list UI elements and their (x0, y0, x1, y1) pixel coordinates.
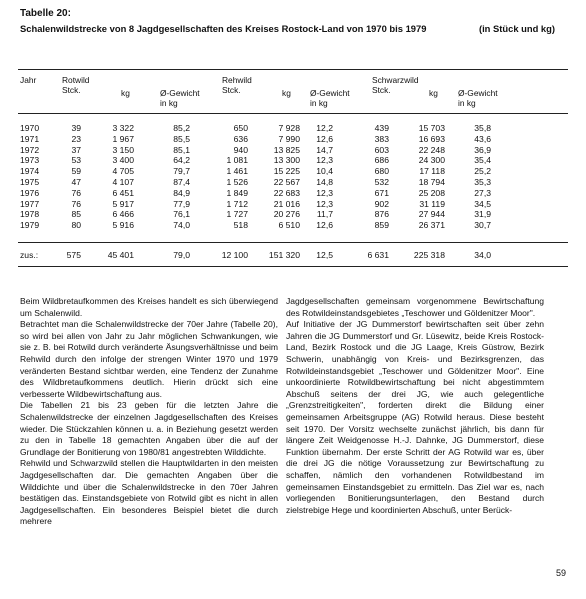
cell-jahr: 1973 (20, 155, 40, 166)
cell-rotwild-gewicht: 84,9 (173, 187, 190, 198)
cell-rotwild-kg: 3 322 (112, 123, 134, 133)
page-number: 59 (555, 568, 566, 578)
cell-rehwild-stck: 1 461 (226, 166, 248, 177)
paragraph: Rehwild und Schwarzwild stellen die Hauptwildarten in den meisten Jagdgesellschaften dar. Die gemachten Angaben über die Wilddichte und über die Schalenwildstrecke in den 70er Jahren bestätigen das. Einstandsgebiete von Rotwild gibt es nicht in allen Jagdgesellschaften. Ein besonderes Beispiel bietet die durch mehrere (20, 458, 278, 527)
total-jahr: zus.: (20, 250, 39, 260)
total-rotwild-gewicht: 79,0 (173, 250, 190, 260)
cell-schwarzwild-gewicht: 30,7 (474, 220, 491, 231)
cell-rotwild-gewicht: 87,4 (173, 177, 190, 187)
table-subtitle: Schalenwildstrecke von 8 Jagdgesellschaften des Kreises Rostock-Land von 1970 bis 1979 (20, 23, 427, 34)
cell-schwarzwild-gewicht: 34,5 (474, 198, 491, 209)
cell-schwarzwild-stck: 859 (374, 220, 389, 231)
cell-schwarzwild-gewicht: 35,3 (474, 177, 491, 187)
cell-schwarzwild-kg: 26 371 (418, 220, 445, 231)
header-rule (18, 113, 568, 114)
cell-rotwild-stck: 76 (71, 187, 81, 198)
cell-rehwild-gewicht: 10,4 (316, 166, 333, 177)
cell-rotwild-stck: 80 (71, 220, 81, 231)
cell-jahr: 1972 (20, 144, 40, 155)
table-subtitle-row (20, 23, 565, 34)
paragraph: Jagdgesellschaften gemeinsam vorgenommene Bewirtschaftung des Rotwildeinstandsgebietes „Teschower und Göldenitzer Moor". (286, 296, 544, 318)
cell-schwarzwild-gewicht: 25,2 (474, 166, 491, 177)
cell-rehwild-gewicht: 12,2 (316, 123, 333, 133)
paragraph: Beim Wildbretaufkommen des Kreises handelt es sich überwiegend um Schalenwild. (20, 296, 278, 318)
cell-jahr: 1977 (20, 198, 40, 209)
cell-schwarzwild-kg: 24 300 (418, 155, 445, 166)
cell-rehwild-gewicht: 12,3 (316, 198, 333, 209)
total-rehwild-kg: 151 320 (268, 250, 300, 260)
cell-rehwild-stck: 1 526 (226, 177, 248, 187)
cell-rotwild-stck: 39 (71, 123, 81, 133)
total-rehwild-stck: 12 100 (221, 250, 248, 260)
cell-rehwild-kg: 13 825 (273, 144, 300, 155)
table-bottom-rule (18, 266, 568, 267)
cell-schwarzwild-gewicht: 27,3 (474, 187, 491, 198)
cell-rehwild-gewicht: 11,7 (316, 209, 333, 220)
cell-schwarzwild-stck: 439 (374, 123, 389, 133)
cell-rehwild-stck: 1 081 (226, 155, 248, 166)
cell-rehwild-kg: 21 016 (273, 198, 300, 209)
cell-rotwild-stck: 59 (71, 166, 81, 177)
cell-rehwild-gewicht: 12,6 (316, 220, 333, 231)
cell-jahr: 1979 (20, 220, 40, 231)
cell-jahr: 1970 (20, 123, 40, 133)
cell-rotwild-kg: 6 451 (112, 187, 134, 198)
cell-rehwild-stck: 940 (233, 144, 248, 155)
total-schwarzwild-stck: 6 631 (367, 250, 389, 260)
cell-rotwild-kg: 5 917 (112, 198, 134, 209)
cell-jahr: 1974 (20, 166, 40, 177)
cell-schwarzwild-kg: 27 944 (418, 209, 445, 220)
cell-rotwild-kg: 6 466 (112, 209, 134, 220)
cell-rehwild-kg: 15 225 (273, 166, 300, 177)
total-rotwild-stck: 575 (66, 250, 81, 260)
header-gewicht-rehwild: Ø-Gewicht in kg (310, 88, 350, 108)
total-rotwild-kg: 45 401 (107, 250, 134, 260)
header-kg-rotwild: kg (121, 88, 130, 98)
cell-rotwild-gewicht: 85,1 (173, 144, 190, 155)
cell-schwarzwild-stck: 902 (374, 198, 389, 209)
cell-schwarzwild-kg: 17 118 (419, 166, 445, 177)
unit-note: (in Stück und kg) (478, 23, 555, 34)
cell-rotwild-kg: 5 916 (112, 220, 134, 231)
cell-rotwild-stck: 85 (71, 209, 81, 220)
paragraph: Auf Initiative der JG Dummerstorf bewirtschaften seit über zehn Jahren die JG Dummerstorf und Gr. Lüsewitz, beide Kreis Rostock-Land, Bezirk Rostock und die JG Laage, Kreis Güstrow, Bezirk Schwerin, unabhängig von Kreis- und Bezirksgrenzen, das Rotwildeinstandsgebiet „Teschower und Göldenitzer Moor". Eine unkoordinierte Rotwildbewirtschaftung bei nicht abgestimmtem Abschuß seitens der drei JG, wie auch gelegentliche „Grenzstreitigkeiten", forderten direkt die Bildung einer gemeinsamen Arbeitsgruppe (AG) Rotwild heraus. Diese besteht seit 1970. Der Vorsitz wechselte zunächst jährlich, bis dann für längere Zeit Weidgenosse H.-J. Dahnke, JG Dummerstorf, diese Funktion übernahm. Der erste Schritt der AG Rotwild war es, über die drei JG die nötige Voraussetzung zur Bewirtschaftung zu schaffen, nämlich den vorhandenen Rotwildbestand im gemeinsamen Einstandsgebiet zu ermitteln. Das Ziel war es, nach vorliegenden Bonitierungsunterlagen, den Bestand durch zielstrebige Hege und koordinierten Abschuß, unter Berück- (286, 319, 544, 515)
cell-rehwild-gewicht: 14,7 (316, 144, 333, 155)
cell-rotwild-kg: 4 705 (112, 166, 134, 177)
header-rehwild: Rehwild Stck. (222, 75, 252, 95)
table-top-rule (18, 69, 568, 70)
cell-rotwild-gewicht: 76,1 (173, 209, 190, 220)
header-kg-schwarzwild: kg (429, 88, 438, 98)
text-column-left (20, 296, 278, 528)
cell-rotwild-stck: 53 (71, 155, 81, 166)
header-rotwild: Rotwild Stck. (62, 75, 90, 95)
cell-rehwild-stck: 1 727 (226, 209, 248, 220)
cell-schwarzwild-gewicht: 43,6 (474, 133, 491, 144)
paragraph: Die Tabellen 21 bis 23 geben für die letzten Jahre die Schalenwildstrecke der einzelnen Jagdgesellschaften des Kreises wieder. Die Stückzahlen können u. a. in Beziehung gesetzt werden zu den in Tabelle 18 gemachten Angaben über die auf der Grundlage der Bonitierung von 1980/81 angestrebten Wilddichte. (20, 400, 278, 457)
cell-rehwild-kg: 22 683 (273, 187, 300, 198)
cell-schwarzwild-kg: 15 703 (418, 123, 445, 133)
cell-schwarzwild-stck: 680 (374, 166, 389, 177)
text-column-right (286, 296, 544, 516)
cell-rehwild-gewicht: 14,8 (316, 177, 333, 187)
cell-jahr: 1978 (20, 209, 40, 220)
cell-rotwild-kg: 3 400 (112, 155, 134, 166)
cell-rotwild-gewicht: 79,7 (173, 166, 190, 177)
cell-jahr: 1976 (20, 187, 40, 198)
header-kg-rehwild: kg (282, 88, 291, 98)
header-gewicht-schwarzwild: Ø-Gewicht in kg (458, 88, 498, 108)
cell-rehwild-gewicht: 12,6 (316, 133, 333, 144)
cell-rehwild-kg: 7 990 (278, 133, 300, 144)
header-jahr: Jahr (20, 75, 37, 85)
cell-schwarzwild-kg: 16 693 (418, 133, 445, 144)
cell-schwarzwild-stck: 532 (374, 177, 389, 187)
cell-rehwild-stck: 518 (233, 220, 248, 231)
cell-schwarzwild-kg: 25 208 (418, 187, 445, 198)
cell-rotwild-gewicht: 74,0 (173, 220, 190, 231)
cell-rehwild-kg: 7 928 (278, 123, 300, 133)
cell-schwarzwild-stck: 383 (374, 133, 389, 144)
cell-rotwild-stck: 23 (71, 133, 81, 144)
cell-rotwild-stck: 47 (71, 177, 81, 187)
total-schwarzwild-gewicht: 34,0 (474, 250, 491, 260)
cell-schwarzwild-gewicht: 36,9 (474, 144, 491, 155)
cell-rehwild-gewicht: 12,3 (316, 187, 333, 198)
paragraph: Betrachtet man die Schalenwildstrecke der 70er Jahre (Tabelle 20), so wird bei allen von Jahr zu Jahr möglichen Schwankungen, wie sie z. B. bei Rotwild durch veränderte Äsungsverhältnisse und beim Rehwild durch den infolge der strengen Winter 1970 und 1979 veränderten Bestand sichtbar werden, eine Tendenz der Zunahme des Wildbretaufkommens deutlich. Hierin drückt sich eine verbesserte Wildbewirtschaftung aus. (20, 319, 278, 399)
cell-schwarzwild-gewicht: 35,4 (474, 155, 491, 166)
cell-schwarzwild-stck: 686 (374, 155, 389, 166)
header-gewicht-rotwild: Ø-Gewicht in kg (160, 88, 200, 108)
cell-rehwild-stck: 636 (233, 133, 248, 144)
cell-rehwild-kg: 13 300 (273, 155, 300, 166)
cell-schwarzwild-gewicht: 35,8 (474, 123, 491, 133)
total-rehwild-gewicht: 12,5 (316, 250, 333, 260)
total-schwarzwild-kg: 225 318 (413, 250, 445, 260)
cell-rotwild-stck: 76 (71, 198, 81, 209)
cell-jahr: 1975 (20, 177, 40, 187)
cell-rotwild-kg: 1 967 (112, 133, 134, 144)
cell-schwarzwild-stck: 603 (374, 144, 389, 155)
cell-schwarzwild-kg: 31 119 (419, 198, 445, 209)
cell-rotwild-kg: 4 107 (112, 177, 134, 187)
cell-rehwild-stck: 1 849 (226, 187, 248, 198)
cell-rotwild-gewicht: 85,2 (173, 123, 190, 133)
cell-schwarzwild-stck: 876 (374, 209, 389, 220)
cell-rotwild-gewicht: 64,2 (173, 155, 190, 166)
cell-rotwild-kg: 3 150 (112, 144, 134, 155)
cell-schwarzwild-kg: 18 794 (418, 177, 445, 187)
header-schwarzwild: Schwarzwild Stck. (372, 75, 419, 95)
cell-rehwild-kg: 6 510 (278, 220, 300, 231)
cell-jahr: 1971 (20, 133, 40, 144)
cell-rehwild-stck: 650 (233, 123, 248, 133)
cell-schwarzwild-stck: 671 (374, 187, 389, 198)
cell-schwarzwild-kg: 22 248 (418, 144, 445, 155)
cell-rotwild-gewicht: 85,5 (173, 133, 190, 144)
cell-rehwild-stck: 1 712 (226, 198, 248, 209)
table-title: Tabelle 20: (20, 8, 71, 19)
cell-rehwild-kg: 22 567 (273, 177, 300, 187)
cell-rotwild-gewicht: 77,9 (173, 198, 190, 209)
cell-rehwild-kg: 20 276 (273, 209, 300, 220)
cell-rotwild-stck: 37 (71, 144, 81, 155)
cell-schwarzwild-gewicht: 31,9 (474, 209, 491, 220)
total-rule (18, 242, 568, 243)
cell-rehwild-gewicht: 12,3 (316, 155, 333, 166)
